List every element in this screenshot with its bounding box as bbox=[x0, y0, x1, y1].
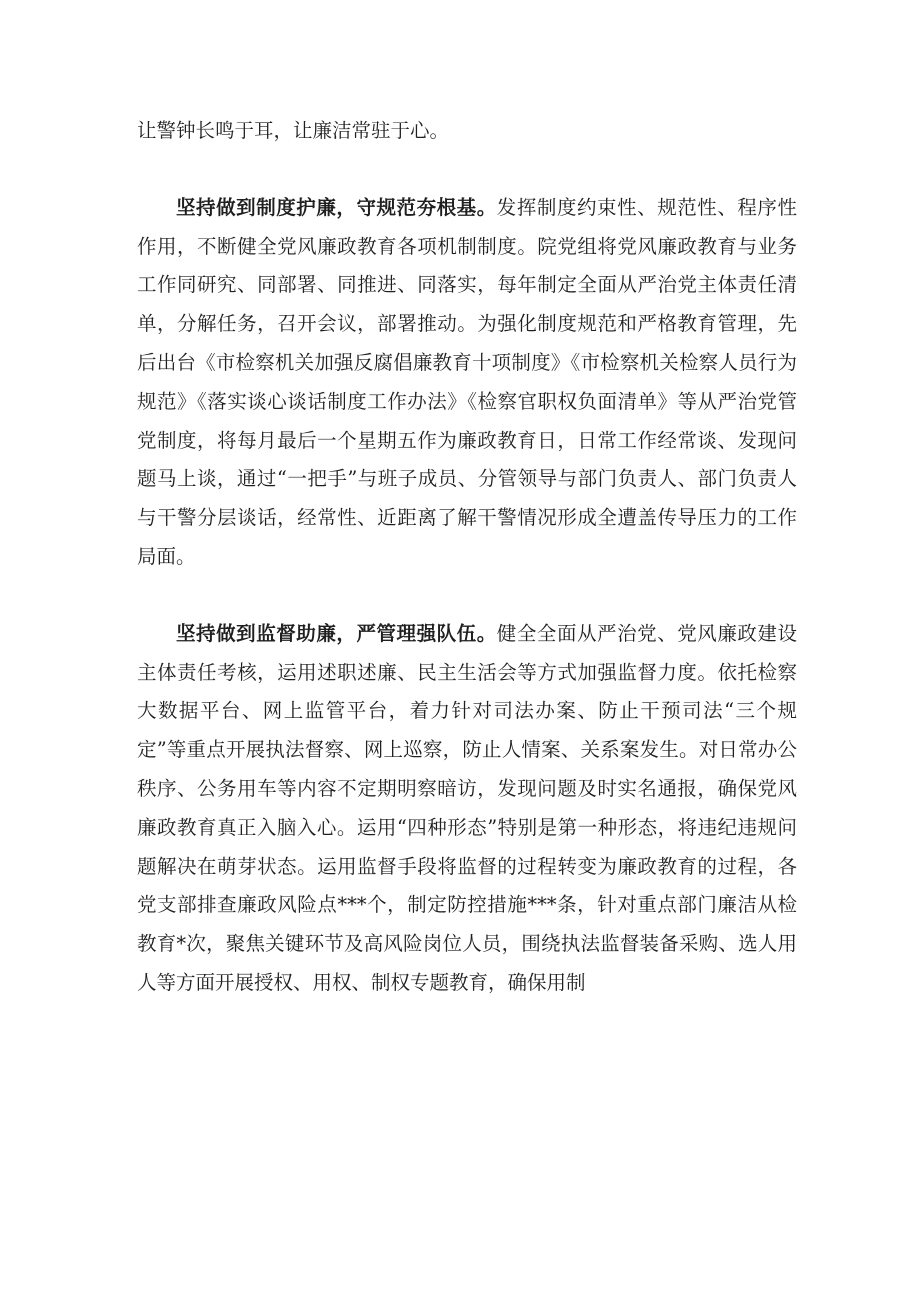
document-body bbox=[137, 112, 797, 1003]
paragraph-supervision-discipline bbox=[137, 615, 797, 1003]
paragraph-institution-discipline bbox=[137, 189, 797, 577]
paragraph-continuation bbox=[137, 112, 797, 151]
paragraph-text: 健全全面从严治党、党风廉政建设主体责任考核，运用述职述廉、民主生活会等方式加强监督力度。依托检察大数据平台、网上监管平台，着力针对司法办案、防止干预司法“三个规定”等重点开展执法督察、网上巡察，防止人情案、关系案发生。对日常办公秩序、公务用车等内容不定期明察暗访，发现问题及时实名通报，确保党风廉政教育真正入脑入心。运用“四种形态”特别是第一种形态，将违纪违规问题解决在萌芽状态。运用监督手段将监督的过程转变为廉政教育的过程，各党支部排查廉政风险点***个，制定防控措施***条，针对重点部门廉洁从检教育*次，聚焦关键环节及高风险岗位人员，围绕执法监督装备采购、选人用人等方面开展授权、用权、制权专题教育，确保用制 bbox=[137, 621, 797, 994]
paragraph-lead-heading: 坚持做到监督助廉，严管理强队伍。 bbox=[176, 621, 497, 645]
paragraph-text: 发挥制度约束性、规范性、程序性作用，不断健全党风廉政教育各项机制制度。院党组将党风廉政教育与业务工作同研究、同部署、同推进、同落实，每年制定全面从严治党主体责任清单，分解任务，召开会议，部署推动。为强化制度规范和严格教育管理，先后出台《市检察机关加强反腐倡廉教育十项制度》《市检察机关检察人员行为规范》《落实谈心谈话制度工作办法》《检察官职权负面清单》等从严治党管党制度，将每月最后一个星期五作为廉政教育日，日常工作经常谈、发现问题马上谈，通过“一把手”与班子成员、分管领导与部门负责人、部门负责人与干警分层谈话，经常性、近距离了解干警情况形成全遭盖传导压力的工作局面。 bbox=[137, 195, 797, 568]
paragraph-lead-heading: 坚持做到制度护廉，守规范夯根基。 bbox=[176, 195, 497, 219]
paragraph-text: 让警钟长鸣于耳，让廉洁常驻于心。 bbox=[137, 119, 450, 142]
